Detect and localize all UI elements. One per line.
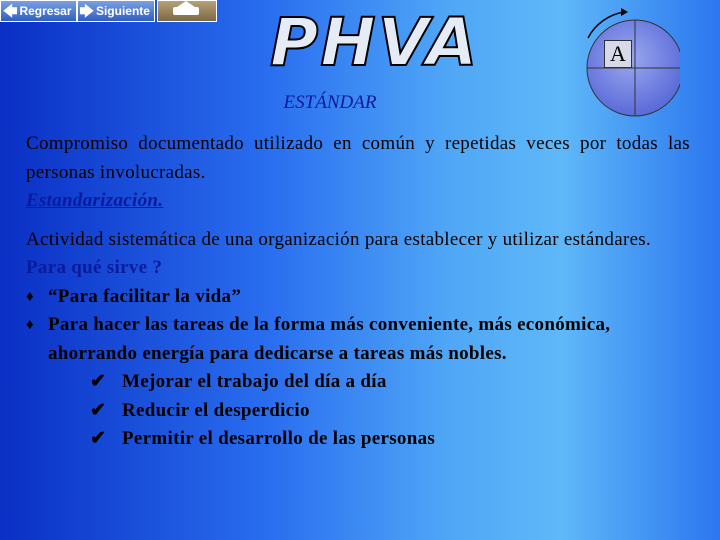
back-button-label: Regresar [19, 4, 72, 18]
bullet-text: Para hacer las tareas de la forma más conveniente, más económica, ahorrando energía para dedicarse a tareas más nobles. [48, 314, 611, 364]
home-button[interactable] [157, 0, 217, 22]
check-item [26, 368, 690, 397]
cycle-stage-badge: A [604, 40, 632, 68]
slide-content [26, 130, 690, 454]
definition-text: Compromiso documentado utilizado en común y repetidas veces por todas las personas involucradas. [26, 133, 690, 183]
home-icon [173, 7, 199, 15]
check-text: Mejorar el trabajo del día a día [122, 371, 387, 392]
check-text: Permitir el desarrollo de las personas [122, 428, 436, 449]
question-text: Para qué sirve ? [26, 257, 163, 278]
arrow-left-icon: 🡄 [3, 3, 18, 19]
standardization-link[interactable]: Estandarización. [26, 190, 164, 211]
page-title: PHVA [270, 4, 480, 81]
bullet-item [26, 283, 690, 312]
bullet-item [26, 311, 690, 368]
diamond-bullet-icon: ♦ [26, 317, 34, 333]
diamond-bullet-icon: ♦ [26, 288, 34, 305]
bullet-text: “Para facilitar la vida” [48, 285, 242, 307]
section-subtitle: ESTÁNDAR [283, 92, 377, 113]
check-text: Reducir el desperdicio [122, 399, 310, 421]
arrow-right-icon: 🡆 [79, 3, 94, 19]
next-button-label: Siguiente [95, 4, 150, 18]
activity-text: Actividad sistemática de una organización para establecer y utilizar estándares. [26, 228, 652, 250]
checkmark-icon: ✔ [90, 399, 107, 421]
back-button[interactable] [0, 0, 77, 22]
check-item [26, 425, 690, 454]
checkmark-icon: ✔ [90, 371, 107, 392]
next-button[interactable] [77, 0, 155, 22]
navigation-bar [0, 0, 217, 24]
checkmark-icon: ✔ [90, 428, 107, 449]
check-item [26, 397, 690, 426]
